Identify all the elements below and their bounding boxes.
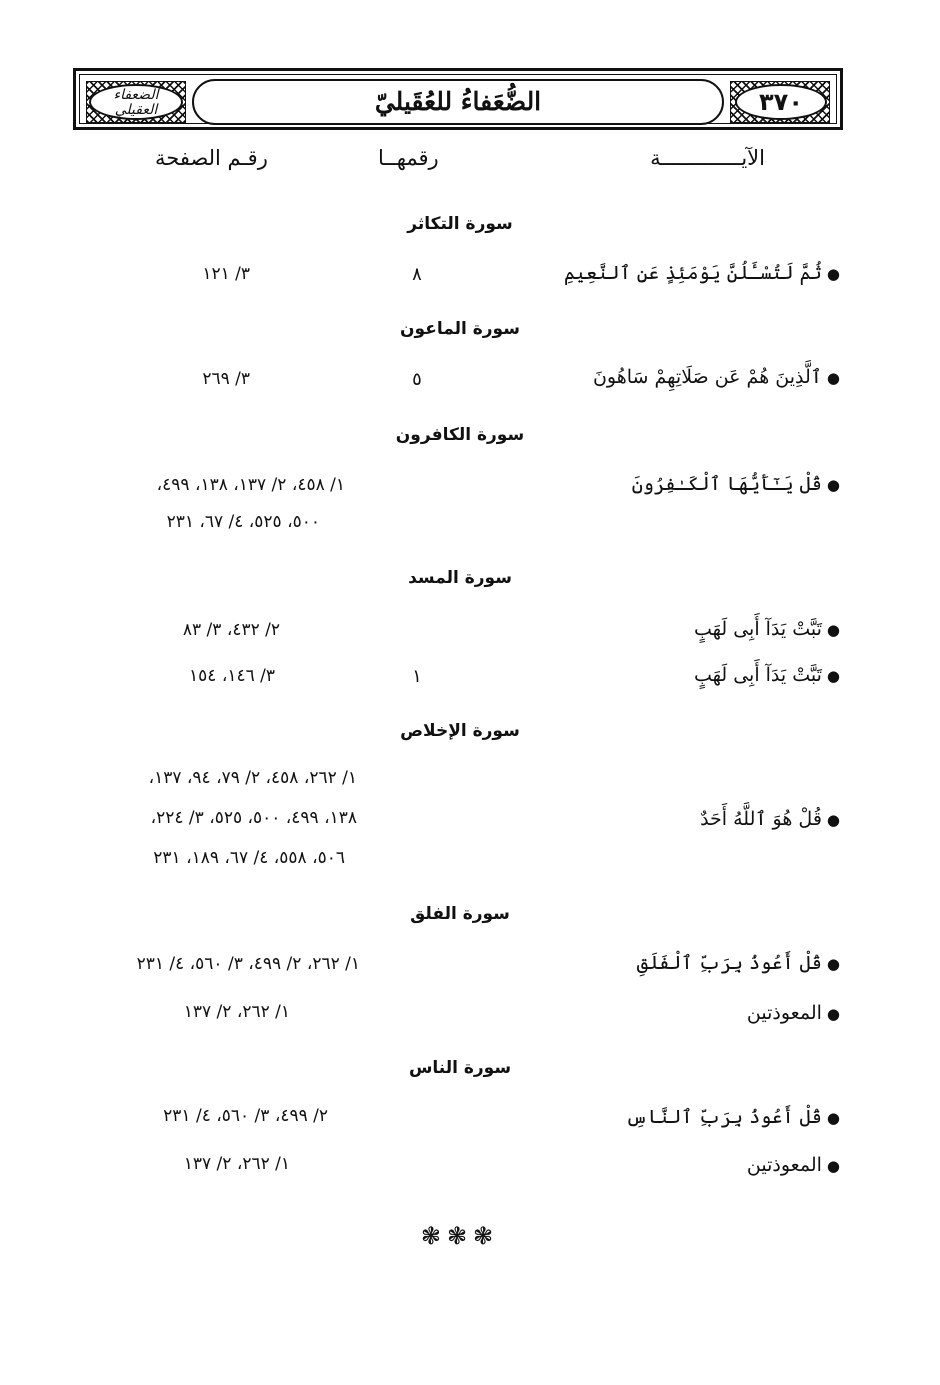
verse-text: ثُمَّ لَتُسْـَٔلُنَّ يَوْمَئِذٍ عَنِ ٱلنَّعِيمِ	[563, 262, 822, 284]
book-title: الضُّعَفاءُ للعُقَيليّ	[374, 87, 542, 116]
bullet-icon: ●	[826, 369, 840, 387]
surah-heading: سورة الكافرون	[395, 425, 525, 445]
column-heading-number: رقمهــا	[378, 146, 439, 170]
bullet-icon: ●	[826, 1005, 840, 1023]
page-reference: ٣/ ١٤٦، ١٥٤	[189, 666, 275, 686]
verse-entry	[637, 952, 840, 974]
surah-heading: سورة التكاثر	[407, 214, 513, 234]
page-reference: ١٣٨، ٤٩٩، ٥٠٠، ٥٢٥، ٣/ ٢٢٤،	[150, 808, 357, 828]
page-reference: ٢/ ٤٣٢، ٣/ ٨٣	[182, 620, 280, 640]
page-reference: ٥٠٠، ٥٢٥، ٤/ ٦٧، ٢٣١	[166, 512, 320, 532]
page-reference: ٣/ ٢٦٩	[202, 369, 250, 389]
verse-entry	[747, 1154, 840, 1176]
verse-entry	[593, 366, 840, 388]
page-reference: ٢/ ٤٩٩، ٣/ ٥٦٠، ٤/ ٢٣١	[163, 1106, 328, 1126]
page-number: ٣٧٠	[735, 84, 827, 120]
bullet-icon: ●	[826, 811, 840, 829]
verse-text: ٱلَّذِينَ هُمْ عَن صَلَاتِهِمْ سَاهُونَ	[592, 366, 822, 388]
ornament-right	[730, 81, 830, 123]
verse-text: المعوذتين	[746, 1002, 822, 1024]
page-reference: ٥٠٦، ٥٥٨، ٤/ ٦٧، ١٨٩، ٢٣١	[153, 848, 345, 868]
surah-heading: سورة الإخلاص	[400, 721, 520, 741]
ornament-left	[86, 81, 186, 123]
page-header	[73, 68, 843, 130]
bullet-icon: ●	[826, 1157, 840, 1175]
verse-text: تَبَّتْ يَدَآ أَبِى لَهَبٍ	[693, 618, 822, 640]
bullet-icon: ●	[826, 955, 840, 973]
page-reference: ٣/ ١٢١	[202, 264, 250, 284]
verse-number: ٨	[412, 264, 422, 285]
bullet-icon: ●	[826, 621, 840, 639]
verse-number: ٥	[412, 369, 422, 390]
column-heading-verse: الآيـــــــــــــة	[650, 146, 765, 170]
page-reference: ١/ ٢٦٢، ٤٥٨، ٢/ ٧٩، ٩٤، ١٣٧،	[148, 768, 357, 788]
page-reference: ١/ ٤٥٨، ٢/ ١٣٧، ١٣٨، ٤٩٩،	[156, 475, 345, 495]
verse-entry	[632, 473, 840, 495]
bullet-icon: ●	[826, 1109, 840, 1127]
surah-heading: سورة الماعون	[400, 319, 520, 339]
column-heading-page: رقـم الصفحة	[155, 146, 268, 170]
verse-text: قُلْ هُوَ ٱللَّهُ أَحَدٌ	[700, 808, 822, 830]
verse-entry	[564, 262, 840, 284]
verse-number: ١	[412, 666, 422, 687]
page-reference: ١/ ٢٦٢، ٢/ ١٣٧	[183, 1154, 290, 1174]
verse-text: المعوذتين	[746, 1154, 822, 1176]
surah-heading: سورة الناس	[408, 1058, 512, 1078]
bullet-icon: ●	[826, 265, 840, 283]
surah-heading: سورة الفلق	[410, 904, 510, 924]
verse-entry	[747, 1002, 840, 1024]
bullet-icon: ●	[826, 476, 840, 494]
verse-text: قُلْ أَعُوذُ بِرَبِّ ٱلنَّاسِ	[625, 1106, 822, 1128]
bullet-icon: ●	[826, 667, 840, 685]
verse-text: تَبَّتْ يَدَآ أَبِى لَهَبٍ	[693, 664, 822, 686]
verse-text: قُلْ يَـٰٓأَيُّهَا ٱلْكَـٰفِرُونَ	[631, 473, 822, 495]
book-emblem: الضعفاء العقيلي	[89, 84, 183, 120]
end-ornament: ❃❃❃	[420, 1222, 500, 1250]
verse-entry	[694, 664, 840, 686]
page-reference: ١/ ٢٦٢، ٢/ ٤٩٩، ٣/ ٥٦٠، ٤/ ٢٣١	[136, 954, 360, 974]
surah-heading: سورة المسد	[408, 568, 512, 588]
verse-entry	[700, 808, 840, 830]
title-band	[192, 79, 724, 125]
verse-entry	[694, 618, 840, 640]
verse-text: قُلْ أَعُوذُ بِرَبِّ ٱلْفَلَقِ	[636, 952, 822, 974]
verse-entry	[626, 1106, 840, 1128]
page-reference: ١/ ٢٦٢، ٢/ ١٣٧	[183, 1002, 290, 1022]
header-frame	[79, 74, 837, 124]
